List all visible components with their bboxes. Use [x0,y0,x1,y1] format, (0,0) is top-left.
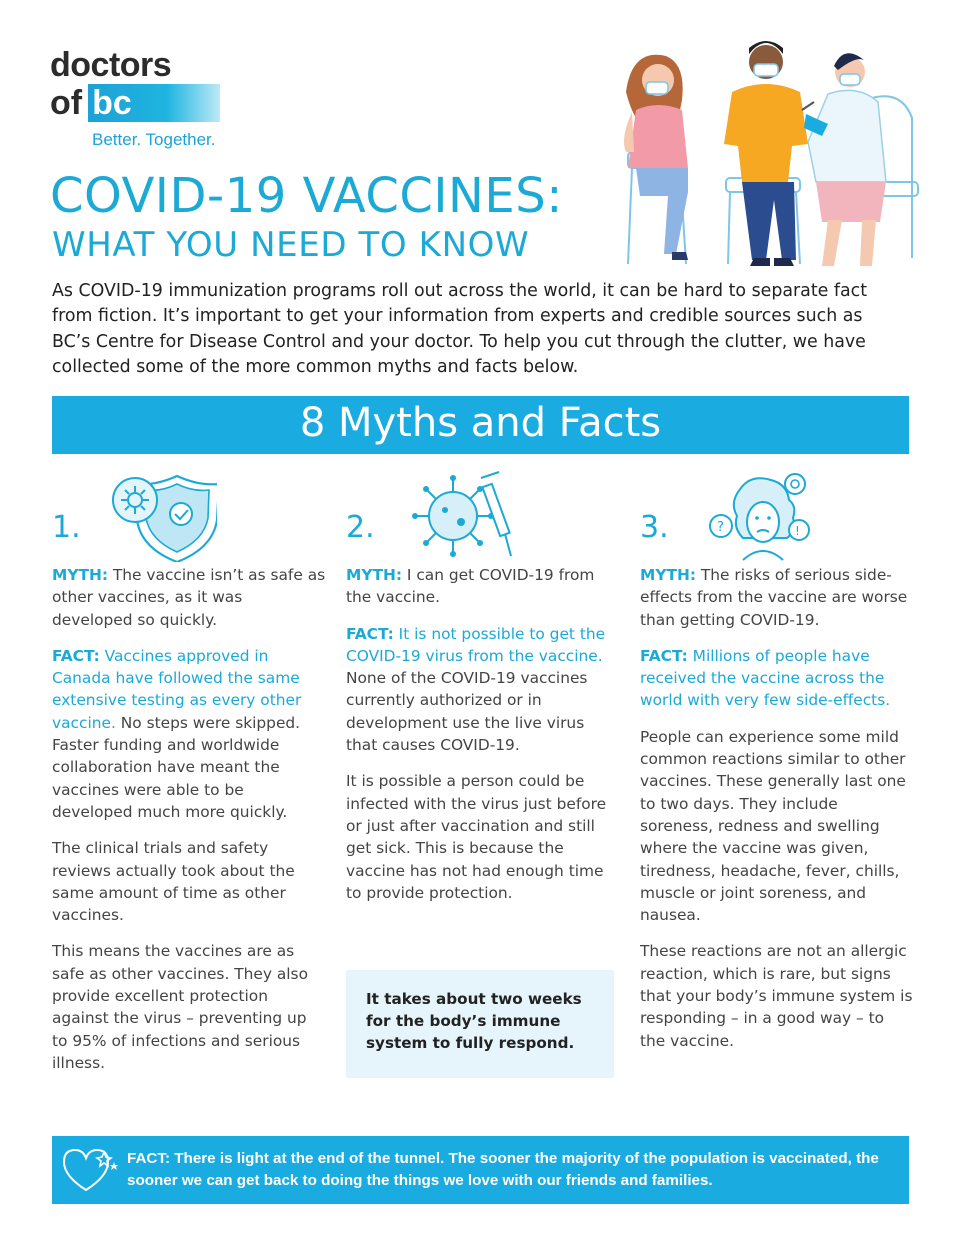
fact-highlight: It is not possible to get the COVID-19 virus from the vaccine. [346,624,606,665]
fact-label: FACT: [640,646,688,665]
footer-fact-label: FACT: [127,1150,171,1167]
footer-fact-text: There is light at the end of the tunnel. The sooner the majority of the population is vaccinated, the sooner we can get back to doing the things we love with our friends and families. [127,1150,879,1189]
column-body [52,564,326,1088]
body-paragraph: This means the vaccines are as safe as other vaccines. They also provide excellent protection against the virus – preventing up to 95% of infections and serious illness. [52,942,308,1072]
fact-paragraph [640,645,914,712]
fact-paragraph [52,645,326,823]
body-paragraph: The clinical trials and safety reviews actually took about the same amount of time as other vaccines. [52,839,295,925]
logo-word-of: of [50,84,83,122]
column-body [346,564,620,918]
logo-word-bc: bc [92,84,132,122]
myth-text: The risks of serious side-effects from the vaccine are worse than getting COVID-19. [640,566,908,629]
fact-paragraph [346,623,620,757]
svg-text:!: ! [795,524,800,538]
intro-paragraph: As COVID-19 immunization programs roll out across the world, it can be hard to separate fact from fiction. It’s important to get your information from experts and credible sources such as BC’s Centre for Disease Control and your doctor. To help you cut through the clutter, we have collected some of the more common myths and facts below. [52,281,868,377]
page-title: COVID-19 VACCINES: [50,168,563,224]
body-paragraph: These reactions are not an allergic reaction, which is rare, but signs that your body’s immune system is responding – in a good way – to the vaccine. [640,942,913,1050]
myth-paragraph [346,564,620,609]
virus-syringe-icon [411,470,521,562]
worried-person-icon [705,470,815,562]
logo-word-doctors: doctors [50,46,172,84]
fact-label: FACT: [52,646,100,665]
column-number: 2. [346,510,375,545]
fact-detail: No steps were skipped. Faster funding and worldwide collaboration have meant the vaccines were able to be developed much more quickly. [52,713,301,821]
shield-virus-icon [107,470,217,562]
logo-bc-box [88,84,220,122]
myth-paragraph [640,564,914,631]
myth-paragraph [52,564,326,631]
body-paragraph: People can experience some mild common reactions similar to other vaccines. These generally last one to two days. They include soreness, redness and swelling where the vaccine was given, tiredness, headache, fever, chills, muscle or joint soreness, and nausea. [640,727,906,925]
vaccination-illustration [606,32,930,278]
callout-text: It takes about two weeks for the body’s immune system to fully respond. [366,990,582,1052]
seated-man-figure [724,41,808,266]
myth-label: MYTH: [640,566,696,584]
fact-label: FACT: [346,624,394,643]
myth-text: The vaccine isn’t as safe as other vaccines, as it was developed so quickly. [52,566,326,629]
svg-text:?: ? [717,520,724,535]
seated-woman-figure [624,55,688,260]
nurse-figure [802,53,886,266]
footer-fact-bar [52,1136,909,1204]
fact-detail: None of the COVID-19 vaccines currently authorized or in development use the live virus that causes COVID-19. [346,669,588,755]
myth-label: MYTH: [346,566,402,584]
column-number: 3. [640,510,669,545]
logo-tagline: Better. Together. [92,130,216,149]
logo-row [50,84,220,122]
callout-box [346,970,614,1078]
column-number: 1. [52,510,81,545]
fact-highlight: Millions of people have received the vaccine across the world with very few side-effects. [640,646,891,710]
fact-highlight: Vaccines approved in Canada have followed the same extensive testing as every other vaccine. [52,646,302,732]
doctors-of-bc-logo [50,48,220,150]
page-subtitle: WHAT YOU NEED TO KNOW [52,225,530,265]
myths-facts-banner: 8 Myths and Facts [52,396,909,454]
footer-text [127,1148,902,1192]
myth-text: I can get COVID-19 from the vaccine. [346,566,595,607]
myth-label: MYTH: [52,566,108,584]
column-body [640,564,914,1066]
body-paragraph: It is possible a person could be infected with the virus just before or just after vaccination and still get sick. This is because the vaccine has not had enough time to provide protection. [346,772,607,902]
heart-stars-icon [60,1146,120,1194]
